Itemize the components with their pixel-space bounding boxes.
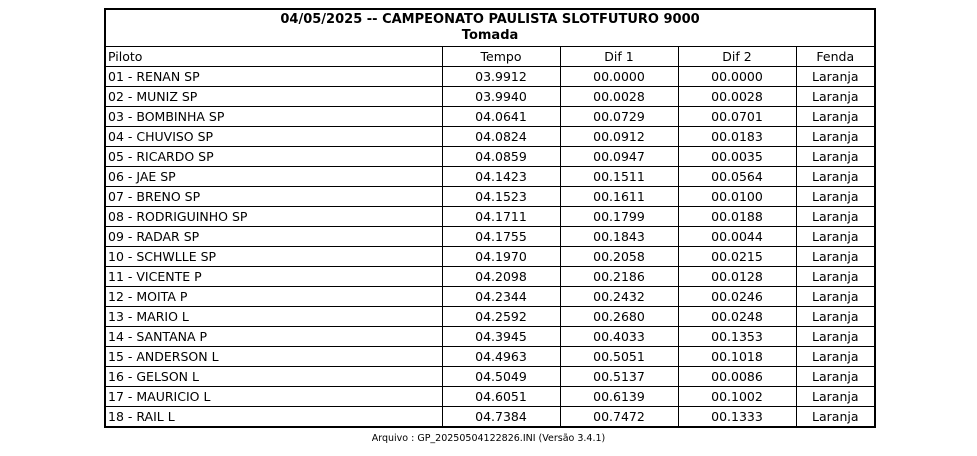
- table-row: [105, 147, 875, 167]
- cell-tempo: 04.1970: [442, 247, 560, 267]
- cell-fenda: Laranja: [796, 247, 875, 267]
- cell-dif2: 00.0035: [678, 147, 796, 167]
- table-row: [105, 107, 875, 127]
- cell-dif2: 00.0000: [678, 67, 796, 87]
- cell-dif2: 00.0028: [678, 87, 796, 107]
- cell-fenda: Laranja: [796, 107, 875, 127]
- cell-fenda: Laranja: [796, 187, 875, 207]
- cell-tempo: 04.7384: [442, 407, 560, 428]
- column-header-fenda: Fenda: [796, 47, 875, 67]
- subtitle-text: Tomada: [461, 28, 519, 43]
- cell-tempo: 03.9912: [442, 67, 560, 87]
- cell-fenda: Laranja: [796, 67, 875, 87]
- column-header-piloto: Piloto: [105, 47, 442, 67]
- table-row: [105, 287, 875, 307]
- cell-fenda: Laranja: [796, 147, 875, 167]
- cell-dif2: 00.0246: [678, 287, 796, 307]
- cell-dif2: 00.0086: [678, 367, 796, 387]
- cell-dif1: 00.5051: [560, 347, 678, 367]
- cell-dif1: 00.2058: [560, 247, 678, 267]
- cell-fenda: Laranja: [796, 387, 875, 407]
- table-row: [105, 127, 875, 147]
- cell-fenda: Laranja: [796, 307, 875, 327]
- cell-piloto: 10 - SCHWLLE SP: [105, 247, 442, 267]
- cell-fenda: Laranja: [796, 87, 875, 107]
- cell-dif2: 00.0183: [678, 127, 796, 147]
- cell-dif1: 00.1611: [560, 187, 678, 207]
- table-row: [105, 247, 875, 267]
- cell-tempo: 04.6051: [442, 387, 560, 407]
- cell-piloto: 06 - JAE SP: [105, 167, 442, 187]
- cell-dif1: 00.6139: [560, 387, 678, 407]
- cell-fenda: Laranja: [796, 167, 875, 187]
- cell-piloto: 12 - MOITA P: [105, 287, 442, 307]
- cell-dif2: 00.0188: [678, 207, 796, 227]
- title-row: [105, 9, 875, 47]
- cell-piloto: 04 - CHUVISO SP: [105, 127, 442, 147]
- cell-dif1: 00.1843: [560, 227, 678, 247]
- cell-piloto: 03 - BOMBINHA SP: [105, 107, 442, 127]
- cell-dif2: 00.1353: [678, 327, 796, 347]
- cell-dif1: 00.0000: [560, 67, 678, 87]
- cell-dif2: 00.0128: [678, 267, 796, 287]
- cell-fenda: Laranja: [796, 127, 875, 147]
- table-row: [105, 207, 875, 227]
- cell-tempo: 04.0859: [442, 147, 560, 167]
- cell-tempo: 03.9940: [442, 87, 560, 107]
- cell-fenda: Laranja: [796, 407, 875, 428]
- cell-dif1: 00.0912: [560, 127, 678, 147]
- cell-tempo: 04.1523: [442, 187, 560, 207]
- table-row: [105, 187, 875, 207]
- cell-tempo: 04.4963: [442, 347, 560, 367]
- cell-piloto: 18 - RAIL L: [105, 407, 442, 428]
- cell-fenda: Laranja: [796, 347, 875, 367]
- cell-dif2: 00.0564: [678, 167, 796, 187]
- table-row: [105, 367, 875, 387]
- cell-tempo: 04.2098: [442, 267, 560, 287]
- cell-tempo: 04.1711: [442, 207, 560, 227]
- column-header-dif2: Dif 2: [678, 47, 796, 67]
- cell-dif1: 00.0947: [560, 147, 678, 167]
- table-row: [105, 347, 875, 367]
- cell-dif2: 00.1333: [678, 407, 796, 428]
- cell-dif2: 00.1002: [678, 387, 796, 407]
- cell-tempo: 04.2592: [442, 307, 560, 327]
- table-row: [105, 387, 875, 407]
- column-header-tempo: Tempo: [442, 47, 560, 67]
- results-body: [105, 67, 875, 428]
- cell-piloto: 17 - MAURICIO L: [105, 387, 442, 407]
- cell-dif1: 00.5137: [560, 367, 678, 387]
- cell-tempo: 04.1423: [442, 167, 560, 187]
- table-row: [105, 167, 875, 187]
- cell-dif2: 00.0044: [678, 227, 796, 247]
- results-table: [104, 8, 876, 428]
- table-row: [105, 67, 875, 87]
- cell-piloto: 11 - VICENTE P: [105, 267, 442, 287]
- cell-dif2: 00.0215: [678, 247, 796, 267]
- cell-fenda: Laranja: [796, 227, 875, 247]
- cell-dif2: 00.1018: [678, 347, 796, 367]
- cell-dif1: 00.1511: [560, 167, 678, 187]
- cell-piloto: 16 - GELSON L: [105, 367, 442, 387]
- cell-dif1: 00.2680: [560, 307, 678, 327]
- cell-dif1: 00.0028: [560, 87, 678, 107]
- cell-dif2: 00.0100: [678, 187, 796, 207]
- cell-dif1: 00.0729: [560, 107, 678, 127]
- cell-piloto: 09 - RADAR SP: [105, 227, 442, 247]
- cell-dif1: 00.7472: [560, 407, 678, 428]
- column-header-row: [105, 47, 875, 67]
- cell-tempo: 04.0641: [442, 107, 560, 127]
- cell-tempo: 04.0824: [442, 127, 560, 147]
- title-text: 04/05/2025 -- CAMPEONATO PAULISTA SLOTFUTURO 9000: [280, 12, 700, 27]
- table-row: [105, 307, 875, 327]
- cell-tempo: 04.3945: [442, 327, 560, 347]
- table-row: [105, 407, 875, 428]
- cell-fenda: Laranja: [796, 267, 875, 287]
- cell-piloto: 07 - BRENO SP: [105, 187, 442, 207]
- cell-piloto: 02 - MUNIZ SP: [105, 87, 442, 107]
- table-row: [105, 87, 875, 107]
- cell-dif1: 00.2432: [560, 287, 678, 307]
- cell-fenda: Laranja: [796, 327, 875, 347]
- cell-tempo: 04.1755: [442, 227, 560, 247]
- column-header-dif1: Dif 1: [560, 47, 678, 67]
- cell-dif1: 00.4033: [560, 327, 678, 347]
- cell-tempo: 04.5049: [442, 367, 560, 387]
- cell-fenda: Laranja: [796, 207, 875, 227]
- cell-dif1: 00.2186: [560, 267, 678, 287]
- cell-piloto: 05 - RICARDO SP: [105, 147, 442, 167]
- cell-fenda: Laranja: [796, 367, 875, 387]
- cell-piloto: 01 - RENAN SP: [105, 67, 442, 87]
- cell-piloto: 14 - SANTANA P: [105, 327, 442, 347]
- cell-piloto: 08 - RODRIGUINHO SP: [105, 207, 442, 227]
- cell-dif2: 00.0701: [678, 107, 796, 127]
- cell-dif1: 00.1799: [560, 207, 678, 227]
- table-row: [105, 267, 875, 287]
- page-title: [105, 9, 875, 47]
- file-info-footer: Arquivo : GP_20250504122826.INI (Versão 3.4.1): [371, 433, 606, 444]
- cell-piloto: 15 - ANDERSON L: [105, 347, 442, 367]
- cell-dif2: 00.0248: [678, 307, 796, 327]
- cell-fenda: Laranja: [796, 287, 875, 307]
- table-row: [105, 327, 875, 347]
- cell-tempo: 04.2344: [442, 287, 560, 307]
- table-row: [105, 227, 875, 247]
- cell-piloto: 13 - MARIO L: [105, 307, 442, 327]
